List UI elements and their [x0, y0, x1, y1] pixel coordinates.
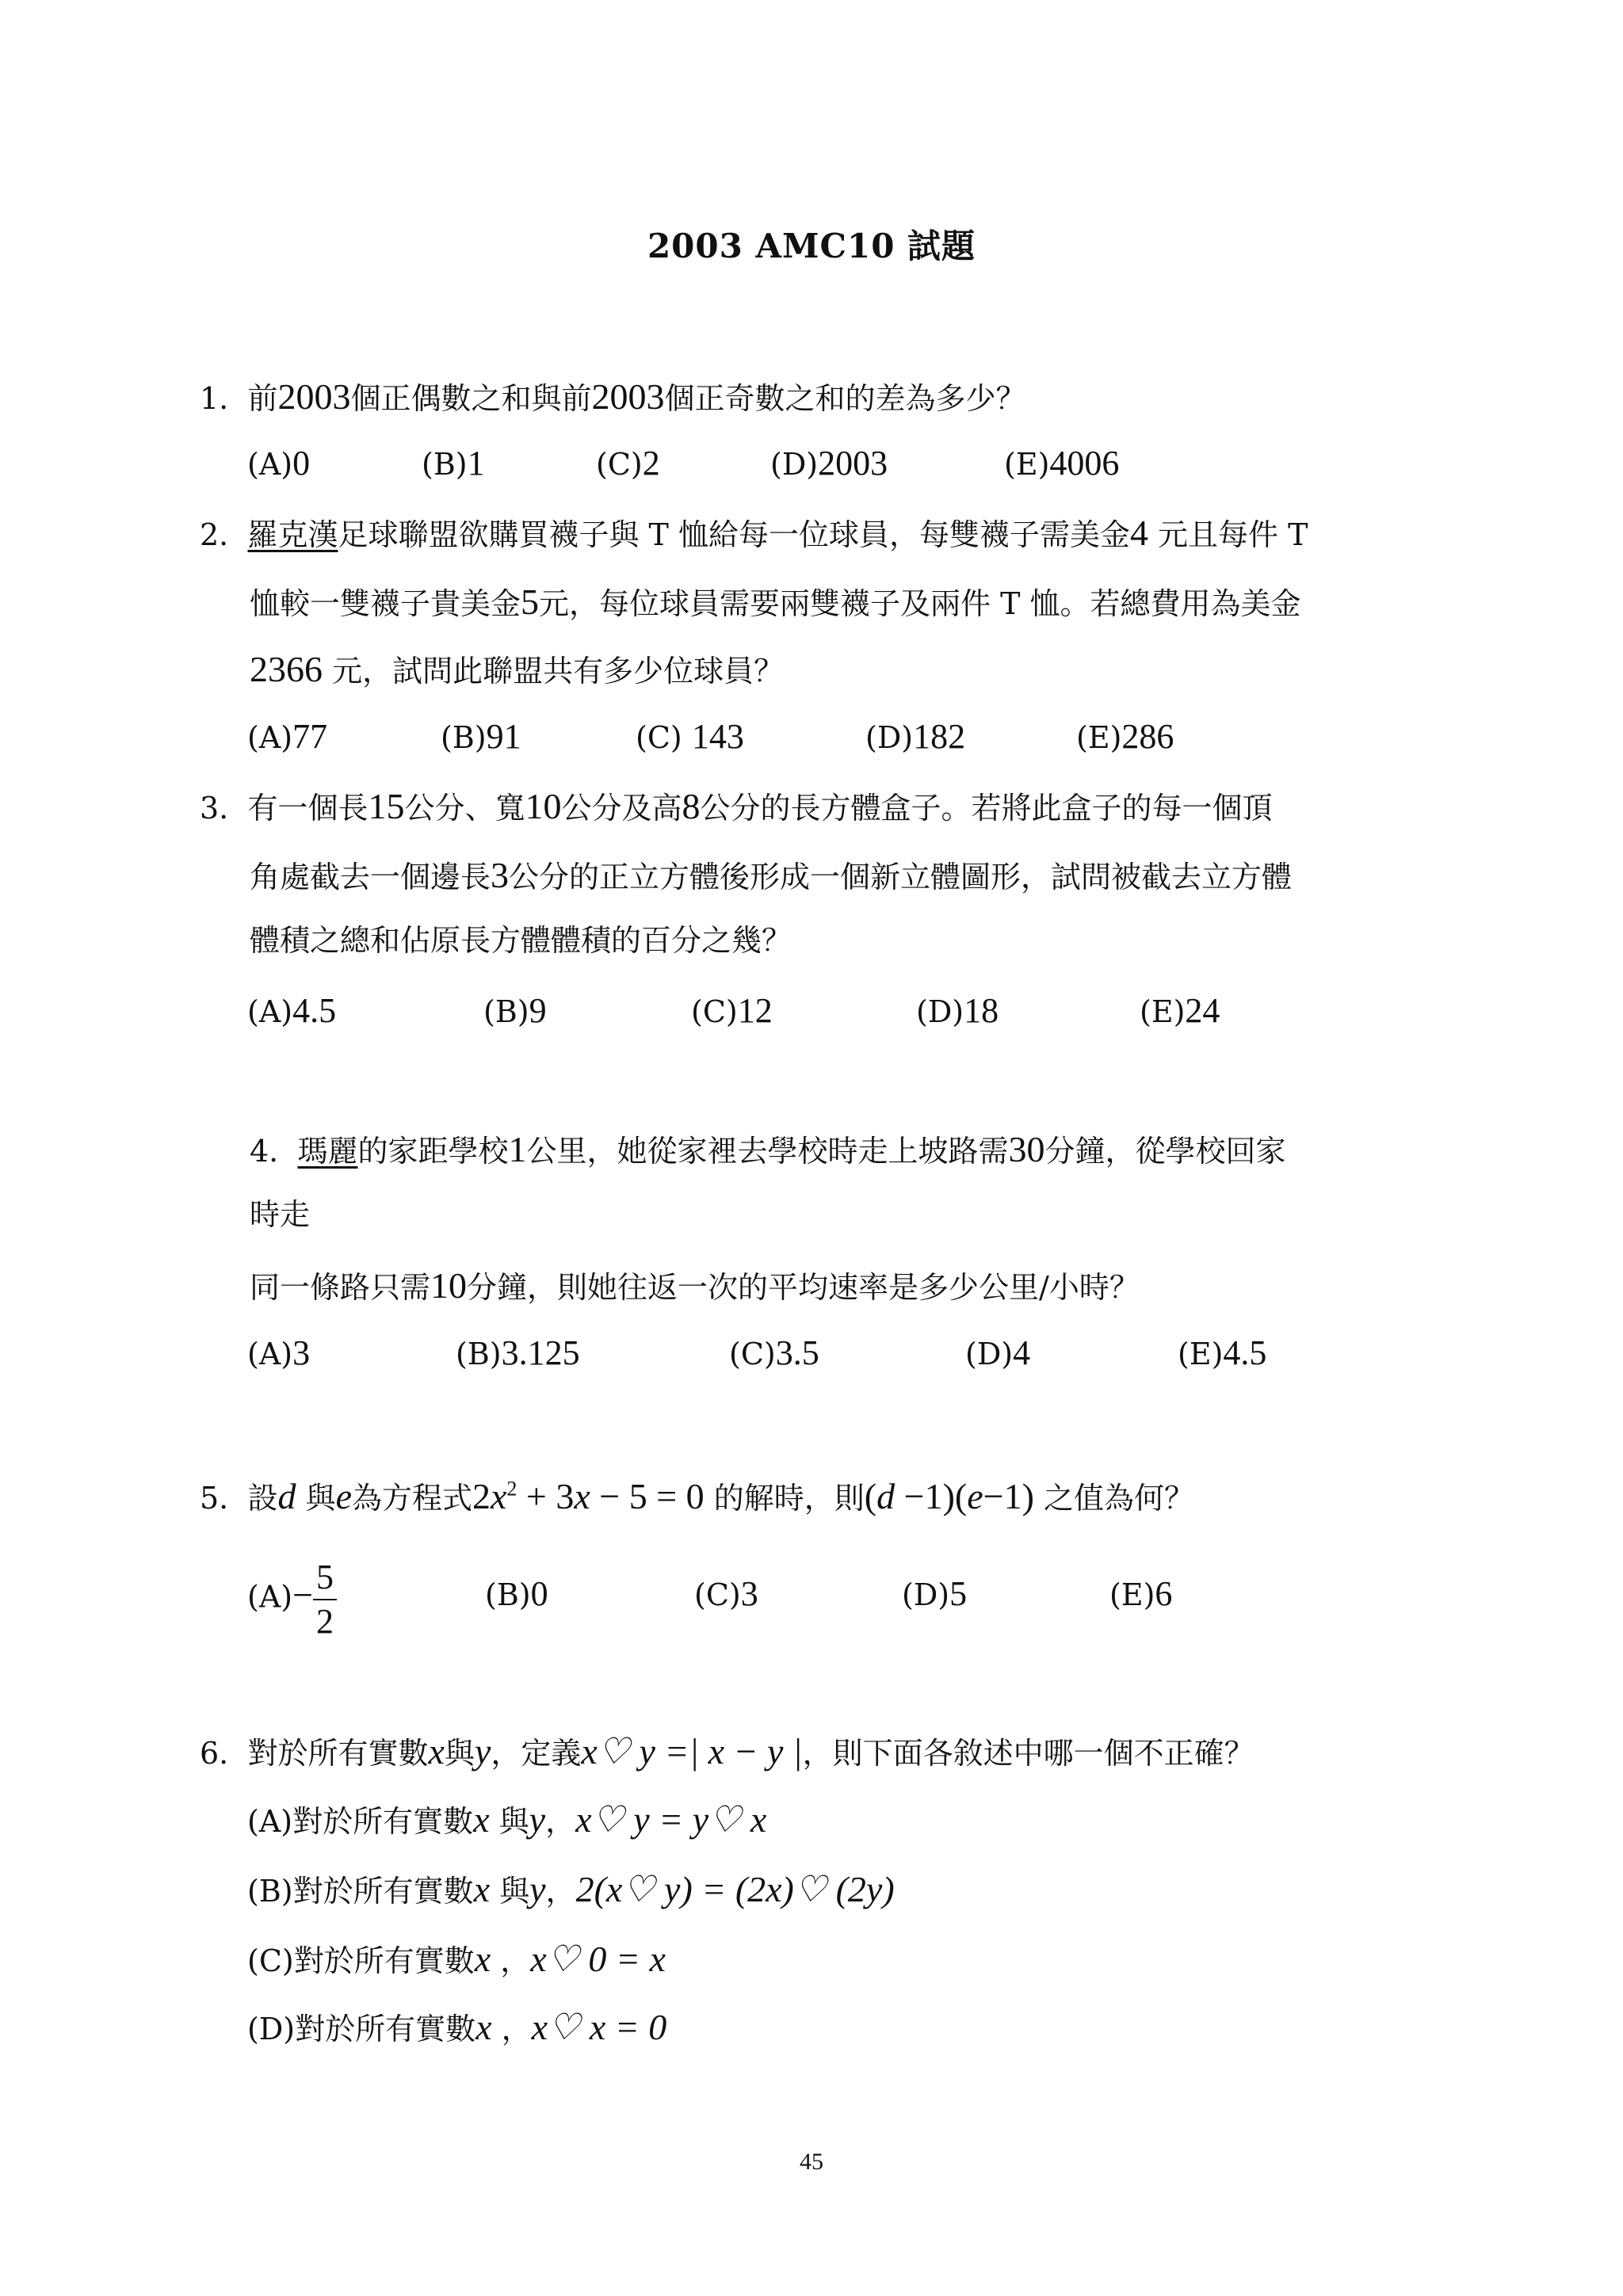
q3-option-c: (C)12	[691, 991, 773, 1030]
q2-option-a: (A)77	[247, 717, 328, 756]
q1-option-c: (C)2	[596, 444, 660, 482]
question-number: 5.	[200, 1481, 229, 1516]
question-number: 2.	[200, 517, 229, 552]
question-5-text: 5. 設d 與e為方程式$2x^2 + 3x - 5 = 0$ 的解時，則(d −1)(e−1) 之值為何？	[200, 1476, 1195, 1516]
q2-option-b: (B)91	[441, 717, 521, 756]
q3-option-b: (B)9	[483, 991, 547, 1030]
q1-option-b: (B)1	[422, 444, 485, 482]
person-name: 羅克漢	[247, 517, 338, 552]
fraction: $\frac{5}{2}$	[313, 1559, 337, 1640]
q1-option-e: (E)4006	[1004, 444, 1120, 482]
question-number: 1.	[200, 381, 229, 416]
q6-option-d: (D)對於所有實數x ，x♡ x = 0	[247, 2007, 667, 2047]
q4-option-a: (A)3	[247, 1333, 311, 1372]
q5-option-a: (A)− $\frac{5}{2}$	[247, 1559, 337, 1640]
q3-option-e: (E)24	[1140, 991, 1220, 1030]
question-4-line-3: 同一條路只需10分鐘，則她往返一次的平均速率是多少公里/小時？	[250, 1265, 1140, 1306]
question-number: 4.	[250, 1134, 279, 1169]
q4-option-e: (E)4.5	[1178, 1333, 1267, 1372]
page-number: 45	[800, 2149, 823, 2175]
q3-option-d: (D)18	[916, 991, 999, 1030]
q2-option-e: (E)286	[1076, 717, 1174, 756]
q6-option-c: (C)對於所有實數x ，x♡ 0 = x	[247, 1939, 666, 1979]
q3-option-a: (A)4.5	[247, 991, 337, 1030]
q2-option-c: (C) 143	[636, 717, 744, 756]
question-3-line-3: 體積之總和佔原長方體體積的百分之幾？	[250, 923, 792, 958]
q5-option-d: (D)5	[902, 1574, 968, 1613]
question-6-text: 6. 對於所有實數x與y，定義x♡ y =| x − y |，則下面各敘述中哪一個不正確？	[200, 1731, 1254, 1772]
question-number: 6.	[200, 1736, 229, 1771]
question-3-line-2: 角處截去一個邊長3公分的正立方體後形成一個新立體圖形，試問被截去立方體	[250, 855, 1293, 895]
q4-option-d: (D)4	[965, 1333, 1031, 1372]
q4-option-c: (C)3.5	[729, 1333, 819, 1372]
q5-option-b: (B)0	[485, 1574, 548, 1613]
question-2-line-1: 2. 羅克漢足球聯盟欲購買襪子與 T 恤給每一位球員，每雙襪子需美金4 元且每件 T	[200, 513, 1308, 553]
q2-option-d: (D)182	[865, 717, 966, 756]
question-3-line-1: 3. 有一個長15公分、寬10公分及高8公分的長方體盒子。若將此盒子的每一個頂	[200, 786, 1273, 826]
q1-option-a: (A)0	[247, 444, 311, 482]
q1-option-d: (D)2003	[770, 444, 888, 482]
question-4-line-2: 時走	[250, 1197, 311, 1232]
q6-option-b: (B)對於所有實數x 與y，2(x♡ y) = (2x)♡ (2y)	[247, 1869, 895, 1909]
question-2-line-3: 2366 元，試問此聯盟共有多少位球員？	[250, 649, 785, 689]
question-number: 3.	[200, 791, 229, 826]
q5-option-e: (E)6	[1109, 1574, 1173, 1613]
question-1-text: 1. 前2003個正偶數之和與前2003個正奇數之和的差為多少？	[200, 376, 1026, 417]
question-2-line-2: 恤較一雙襪子貴美金5元，每位球員需要兩雙襪子及兩件 T 恤。若總費用為美金	[250, 582, 1301, 622]
question-4-line-1: 4. 瑪麗的家距學校1公里，她從家裡去學校時走上坡路需30分鐘，從學校回家	[250, 1129, 1286, 1169]
q6-option-a: (A)對於所有實數x 與y，x♡ y = y♡ x	[247, 1799, 767, 1840]
expression: (d −1)(e−1)	[864, 1476, 1034, 1516]
equation: $2x^2 + 3x - 5 = 0$	[472, 1476, 705, 1516]
q4-option-b: (B)3.125	[456, 1333, 580, 1372]
q5-option-c: (C)3	[694, 1574, 758, 1613]
person-name: 瑪麗	[297, 1134, 358, 1169]
definition: x♡ y =| x − y |	[581, 1731, 803, 1772]
page-title: 2003 AMC10 試題	[647, 227, 976, 265]
